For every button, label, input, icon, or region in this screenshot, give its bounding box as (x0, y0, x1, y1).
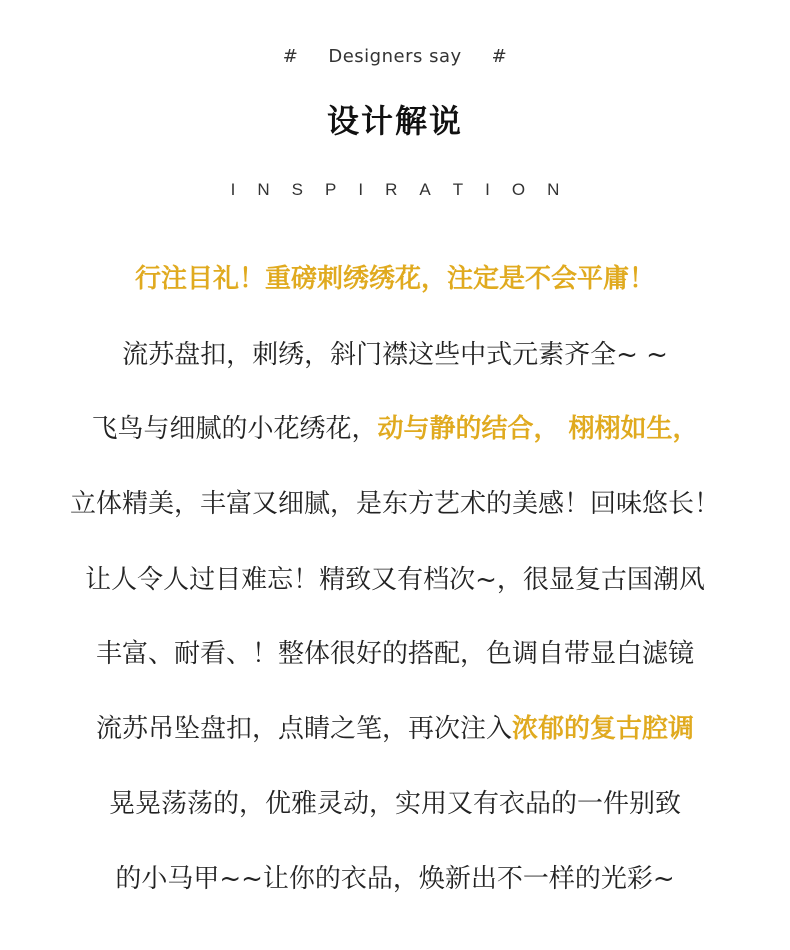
description-line-5: 让人令人过目难忘！精致又有档次~，很显复古国潮风 (85, 565, 705, 595)
inspiration-letter: T (452, 180, 464, 199)
inspiration-letter: O (511, 180, 526, 199)
description-line-8: 晃晃荡荡的，优雅灵动，实用又有衣品的一件别致 (108, 789, 681, 819)
inspiration-letter: I (358, 180, 364, 199)
hash-right: # (491, 46, 508, 67)
line-7-text: 流苏吊坠盘扣，点睛之笔，再次注入 (95, 714, 512, 744)
inspiration-subtitle (0, 180, 790, 200)
inspiration-letter: S (291, 180, 303, 199)
page-title: 设计解说 (326, 102, 463, 140)
description-line-2: 流苏盘扣，刺绣，斜门襟这些中式元素齐全~ ~ (122, 340, 668, 370)
highlight-line-1: 行注目礼！重磅刺绣绣花，注定是不会平庸！ (134, 264, 655, 294)
line-7-highlight: 浓郁的复古腔调 (512, 714, 695, 744)
inspiration-letter: P (325, 180, 337, 199)
inspiration-letter: I (485, 180, 490, 199)
designers-say-label: Designers say (328, 46, 462, 67)
description-line-4: 立体精美，丰富又细腻，是东方艺术的美感！回味悠长！ (69, 489, 720, 519)
description-line-3 (0, 412, 790, 446)
inspiration-letter: N (257, 180, 270, 199)
line-3-highlight: 动与静的结合， 栩栩如生， (377, 414, 699, 444)
line-3-text: 飞鸟与细腻的小花绣花， (91, 414, 378, 444)
hash-left: # (282, 46, 299, 67)
description-line-7 (0, 712, 790, 746)
description-line-6: 丰富、耐看、！整体很好的搭配，色调自带显白滤镜 (95, 639, 694, 669)
description-line-9: 的小马甲~~让你的衣品，焕新出不一样的光彩~ (115, 864, 675, 894)
inspiration-letter: N (547, 180, 560, 199)
inspiration-letter: I (230, 180, 236, 199)
designers-say-header (0, 46, 790, 67)
inspiration-letter: R (385, 180, 398, 199)
inspiration-letter: A (419, 180, 431, 199)
